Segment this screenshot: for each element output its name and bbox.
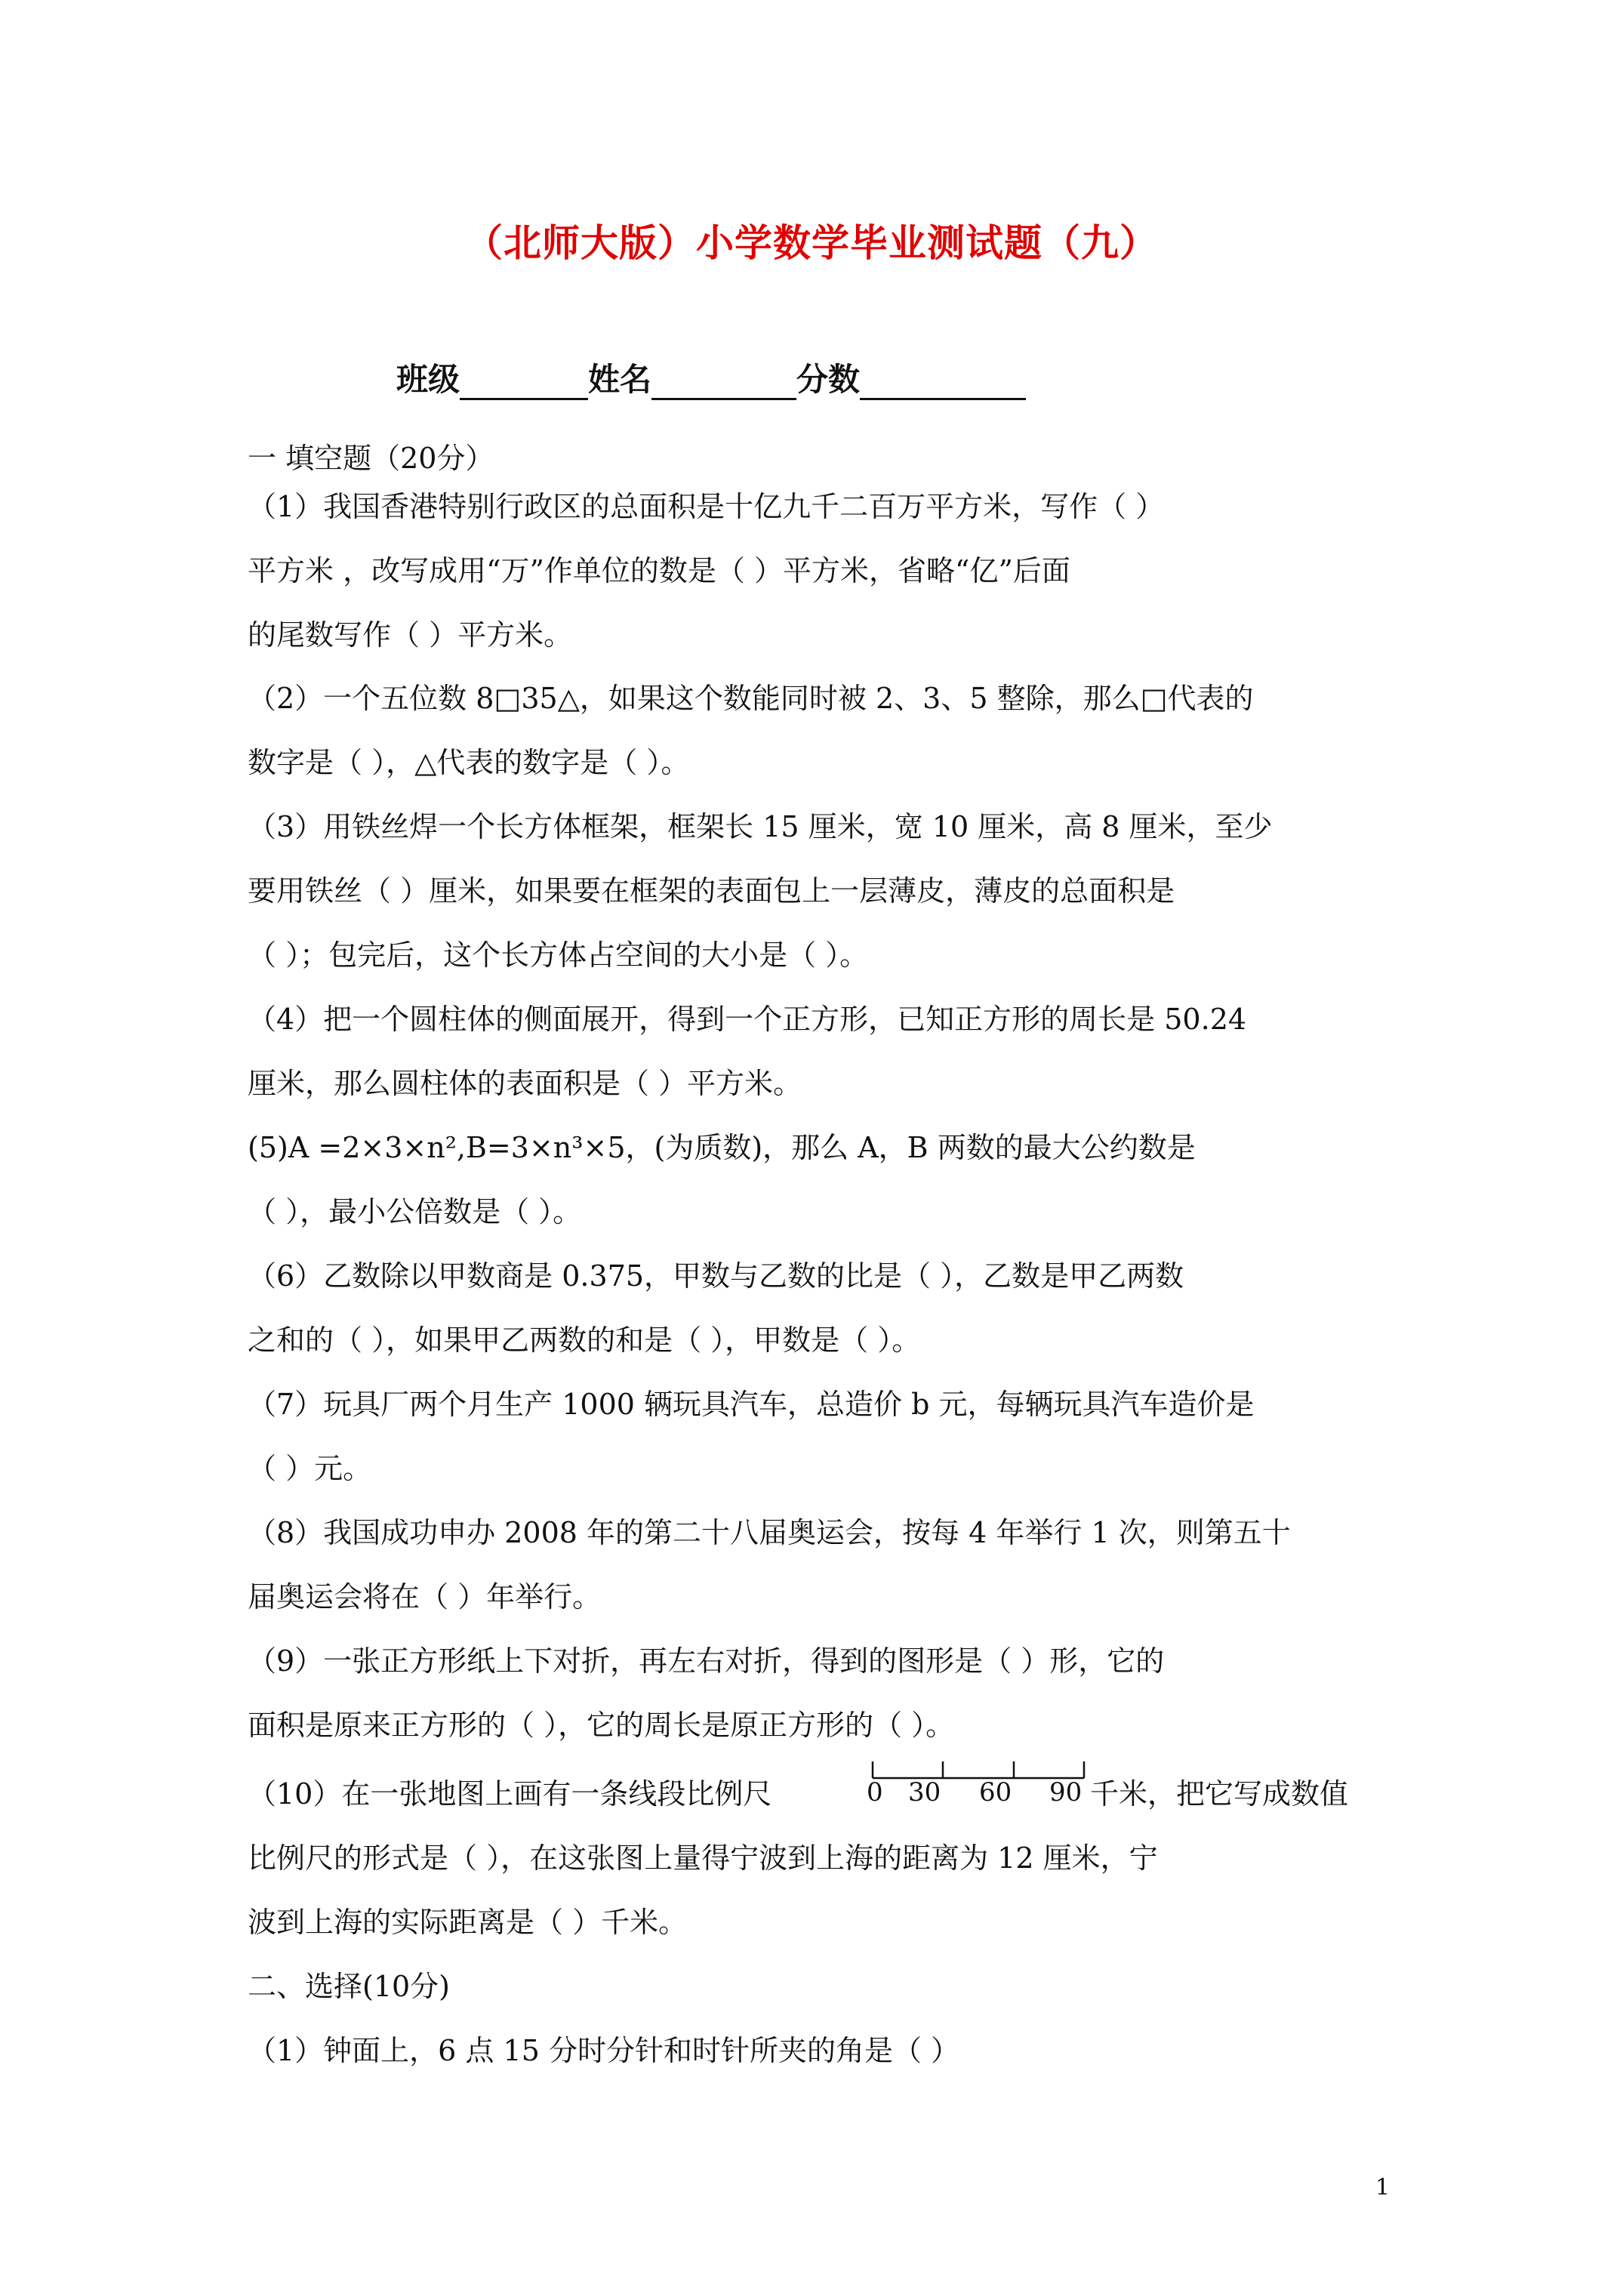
question-line: 厘米，那么圆柱体的表面积是（ ）平方米。 <box>248 1067 802 1100</box>
question-line: （4）把一个圆柱体的侧面展开，得到一个正方形，已知正方形的周长是 50.24 <box>248 1003 1247 1036</box>
class-blank[interactable] <box>460 368 588 400</box>
scale-tick-label: 90 <box>1049 1777 1083 1802</box>
question-line-scale-end: 千米，把它写成数值 <box>1090 1777 1349 1811</box>
question-line: 面积是原来正方形的（ ），它的周长是原正方形的（ ）。 <box>248 1709 955 1742</box>
question-line: （ ），最小公倍数是（ ）。 <box>248 1195 582 1228</box>
question-line: （3）用铁丝焊一个长方体框架，框架长 15 厘米，宽 10 厘米，高 8 厘米，至少 <box>248 810 1273 843</box>
question-line: （9）一张正方形纸上下对折，再左右对折，得到的图形是（ ）形，它的 <box>248 1644 1165 1678</box>
question-line: （ ）；包完后，这个长方体占空间的大小是（ ）。 <box>248 938 869 972</box>
section-heading-fill-blank: 一 填空题（20分） <box>248 442 494 475</box>
scale-tick-label: 60 <box>979 1777 1012 1802</box>
student-info-line <box>396 355 1026 400</box>
score-label: 分数 <box>796 361 861 398</box>
question-line: （7）玩具厂两个月生产 1000 辆玩具汽车，总造价 b 元，每辆玩具汽车造价是 <box>248 1388 1255 1421</box>
question-line: 数字是（ ），△代表的数字是（ ）。 <box>248 746 690 779</box>
scale-tick-label: 30 <box>908 1777 941 1802</box>
question-line-scale-start: （10）在一张地图上画有一条线段比例尺 <box>248 1777 772 1811</box>
question-line: 比例尺的形式是（ ），在这张图上量得宁波到上海的距离为 12 厘米，宁 <box>248 1841 1158 1875</box>
page-number: 1 <box>1375 2174 1390 2201</box>
question-line: （8）我国成功申办 2008 年的第二十八届奥运会，按每 4 年举行 1 次，则第五十 <box>248 1516 1291 1549</box>
question-line: 波到上海的实际距离是（ ）千米。 <box>248 1906 688 1939</box>
class-label: 班级 <box>396 361 460 398</box>
question-line: （2）一个五位数 8□35△，如果这个数能同时被 2、3、5 整除，那么□代表的 <box>248 682 1254 715</box>
question-line: 的尾数写作（ ）平方米。 <box>248 618 573 652</box>
question-line: 届奥运会将在（ ）年举行。 <box>248 1580 602 1613</box>
line-segment-scale-bar <box>867 1757 1089 1802</box>
question-line: （1）钟面上，6 点 15 分时分针和时针所夹的角是（ ） <box>248 2034 960 2067</box>
question-line: (5)A =2×3×n²,B=3×n³×5，(为质数)，那么 A，B 两数的最大公约数是 <box>248 1131 1196 1164</box>
question-line: 平方米 ，改写成用“万”作单位的数是（ ）平方米，省略“亿”后面 <box>248 554 1070 587</box>
question-line: （1）我国香港特别行政区的总面积是十亿九千二百万平方米，写作（ ） <box>248 490 1165 523</box>
question-line: （6）乙数除以甲数商是 0.375，甲数与乙数的比是（ ），乙数是甲乙两数 <box>248 1259 1184 1293</box>
question-line: （ ）元。 <box>248 1452 372 1485</box>
section-heading-choice: 二、选择(10分) <box>248 1970 451 2003</box>
scale-tick-label: 0 <box>867 1777 883 1802</box>
score-blank[interactable] <box>860 368 1026 400</box>
name-blank[interactable] <box>651 368 796 400</box>
name-label: 姓名 <box>588 361 652 398</box>
page-title: （北师大版）小学数学毕业测试题（九） <box>465 220 1158 265</box>
question-line: 要用铁丝（ ）厘米，如果要在框架的表面包上一层薄皮，薄皮的总面积是 <box>248 874 1175 908</box>
question-line: 之和的（ ），如果甲乙两数的和是（ ），甲数是（ ）。 <box>248 1324 921 1357</box>
